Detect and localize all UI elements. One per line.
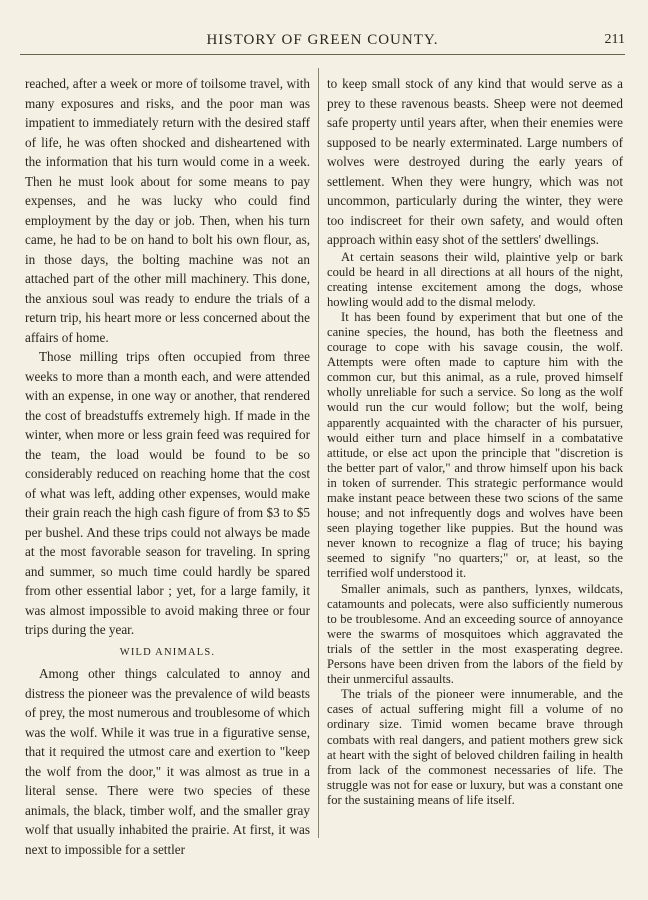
running-header [20, 32, 625, 55]
page-number: 211 [604, 32, 625, 47]
right-column [327, 74, 623, 808]
paragraph: to keep small stock of any kind that would serve as a prey to these ravenous beasts. Sheep were not deemed safe property until years after, when their enemies were supposed to be nearly exterminated. Large numbers of wolves were destroyed during the early years of settlement. When they were hungry, which was not uncommon, particularly during the winter, they were too indiscreet for their own safety, and would often approach within easy shot of the settlers' dwellings. [327, 76, 623, 247]
paragraph: Smaller animals, such as panthers, lynxes, wildcats, catamounts and polecats, were also sufficiently numerous to be troublesome. And an exceeding source of annoyance were the swarms of mosquitoes which aggravated the trials of the settler in the most exasperating degree. Persons have been driven from the labors of the field by their unmerciful assaults. [327, 581, 623, 687]
paragraph: It has been found by experiment that but one of the canine species, the hound, has both the fleetness and courage to cope with his savage cousin, the wolf. Attempts were often made to capture him with the common cur, but this animal, as a rule, proved himself wholly unreliable for such a service. So long as the wolf would run the cur would follow; but the wolf, being apparently acquainted with the character of his pursuer, would either turn and place himself in a combatative attitude, or else act upon the principle that "discretion is the better part of valor," and throw himself upon his back in token of surrender. This strategic performance would make instant peace between these two scions of the same house; and not infrequently dogs and wolves have been seen playing together like puppies. But the hound was never known to recognize a flag of truce; his baying seemed to signify "no quarters;" or, at least, so the terrified wolf understood it. [327, 309, 623, 581]
page-title: HISTORY OF GREEN COUNTY. [206, 32, 439, 48]
section-heading: WILD ANIMALS. [119, 646, 216, 658]
column-divider [318, 68, 319, 838]
left-column [25, 74, 310, 859]
paragraph: Those milling trips often occupied from three weeks to more than a month each, and were attended with an expense, in one way or another, that rendered the cost of breadstuffs extremely high. If made in the winter, when more or less grain feed was required for the team, the load would be found to be so considerably reduced on reaching home that the cost of what was left, adding other expenses, would make their grain reach the high cash figure of from $3 to $5 per bushel. And these trips could not always be made at the most favorable season for traveling. In spring and summer, so much time could hardly be spared from other essential labor ; yet, for a large family, it was almost impossible to avoid making three or four trips during the year. [25, 349, 310, 637]
paragraph: Among other things calculated to annoy and distress the pioneer was the prevalence of wild beasts of prey, the most numerous and troublesome of which was the wolf. While it was true in a figurative sense, that it required the utmost care and exertion to "keep the wolf from the door," it was almost as true in a literal sense. There were two species of these animals, the black, timber wolf, and the smaller gray wolf that usually inhabited the prairie. At first, it was next to impossible for a settler [25, 666, 310, 857]
paragraph: At certain seasons their wild, plaintive yelp or bark could be heard in all directions at all hours of the night, creating intense excitement among the dogs, whose howling would add to the dismal melody. [327, 249, 623, 309]
paragraph: reached, after a week or more of toilsome travel, with many exposures and risks, and the poor man was impatient to immediately return with the desired staff of life, he was often shocked and disheartened with the information that his turn would come in a week. Then he must look about for some means to pay expenses, and he was lucky who could find employment by the day or job. Then, when his turn came, he had to be on hand to bolt his own flour, as, in those days, the bolting machine was not an attached part of the other mill machinery. This done, the anxious soul was ready to endure the trials of a return trip, his heart more or less concerned about the affairs of home. [25, 76, 310, 345]
paragraph: The trials of the pioneer were innumerable, and the cases of actual suffering might fill a volume of no ordinary size. Timid women became brave through combats with real dangers, and patient mothers grew sick at heart with the sight of beloved children failing in health from lack of the commonest necessaries of life. The struggle was not for ease or luxury, but was a constant one for the sustaining means of life itself. [327, 687, 623, 807]
